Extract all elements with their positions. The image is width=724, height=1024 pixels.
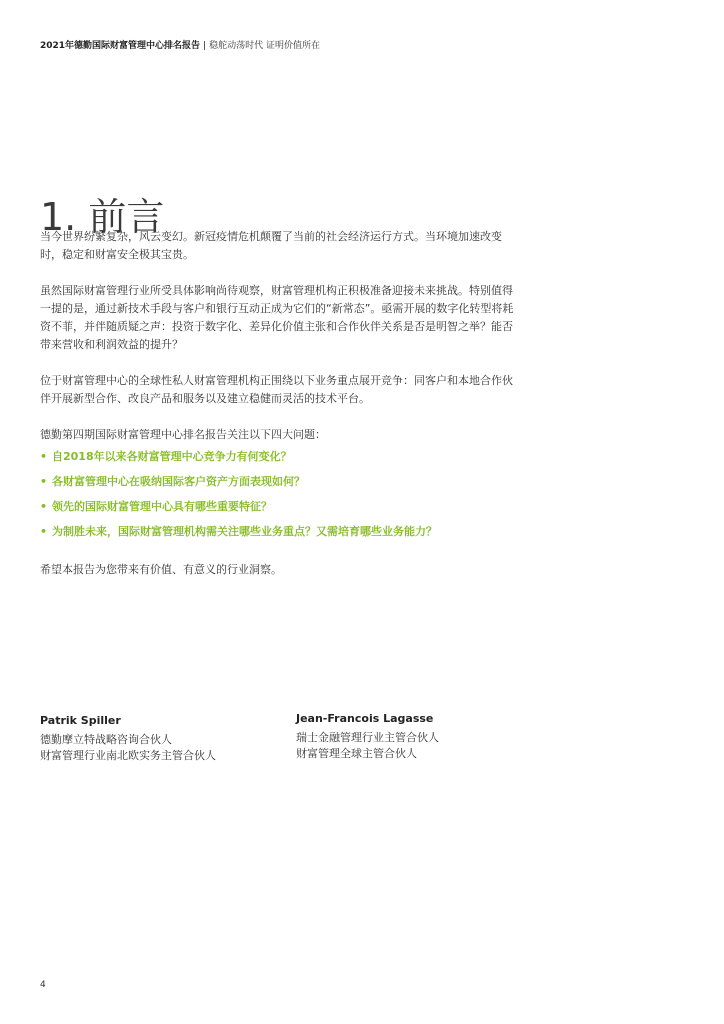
running-header: [40, 40, 320, 52]
list-item: [40, 525, 515, 539]
key-questions-list: [40, 450, 515, 539]
bullet-icon: •: [40, 475, 48, 488]
header-separator: |: [203, 41, 207, 51]
paragraph-1: 当今世界纷繁复杂，风云变幻。新冠疫情危机颠覆了当前的社会经济运行方式。当环境加速改变时，稳定和财富安全极其宝贵。: [40, 230, 502, 261]
report-title: 2021年德勤国际财富管理中心排名报告: [40, 41, 201, 51]
report-subtitle: 稳舵动荡时代 证明价值所在: [209, 41, 320, 51]
signatory-left: [40, 713, 216, 764]
paragraph-3: 位于财富管理中心的全球性私人财富管理机构正围绕以下业务重点展开竞争：同客户和本地合作伙伴开展新型合作、改良产品和服务以及建立稳健而灵活的技术平台。: [40, 374, 513, 405]
bullet-icon: •: [40, 450, 48, 463]
questions-intro: 德勤第四期国际财富管理中心排名报告关注以下四大问题：: [40, 428, 326, 441]
signatory-role: 瑞士金融管理行业主管合伙人: [296, 731, 439, 744]
signatory-right: [296, 711, 439, 762]
question-text: 领先的国际财富管理中心具有哪些重要特征？: [52, 500, 272, 513]
signatory-role: 德勤摩立特战略咨询合伙人: [40, 733, 172, 746]
list-item: [40, 450, 515, 464]
signatory-role: 财富管理全球主管合伙人: [296, 747, 417, 760]
signatory-role: 财富管理行业南北欧实务主管合伙人: [40, 749, 216, 762]
section-title: 1. 前言: [40, 195, 165, 240]
question-text: 自2018年以来各财富管理中心竞争力有何变化？: [52, 450, 292, 463]
paragraph-2: 虽然国际财富管理行业所受具体影响尚待观察，财富管理机构正积极准备迎接未来挑战。特别值得一提的是，通过新技术手段与客户和银行互动正成为它们的“新常态”。亟需开展的数字化转型将耗资不菲，并伴随质疑之声：投资于数字化、差异化价值主张和合作伙伴关系是否是明智之举？能否带来营收和利润效益的提升？: [40, 284, 514, 351]
section-body: [40, 228, 515, 579]
bullet-icon: •: [40, 525, 48, 538]
bullet-icon: •: [40, 500, 48, 513]
closing-statement: 希望本报告为您带来有价值、有意义的行业洞察。: [40, 563, 282, 576]
signatory-name: Patrik Spiller: [40, 714, 121, 727]
question-text: 为制胜未来，国际财富管理机构需关注哪些业务重点？又需培育哪些业务能力？: [52, 525, 437, 538]
signatory-name: Jean-Francois Lagasse: [296, 712, 434, 725]
question-text: 各财富管理中心在吸纳国际客户资产方面表现如何？: [52, 475, 305, 488]
list-item: [40, 475, 515, 489]
list-item: [40, 500, 515, 514]
page-number: 4: [40, 980, 46, 990]
